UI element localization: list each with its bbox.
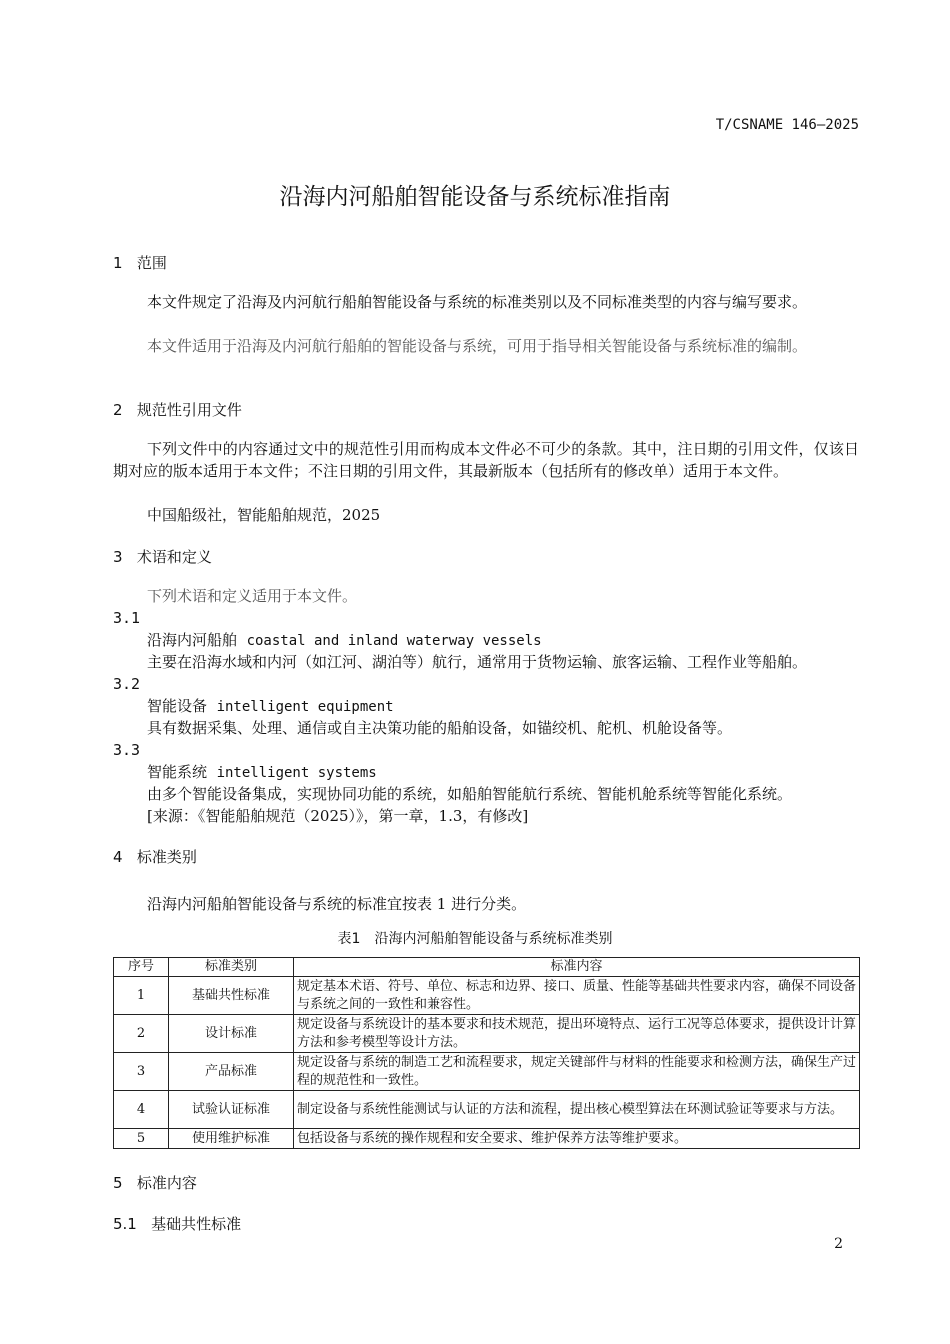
section-1-heading	[113, 252, 167, 273]
table-row	[114, 1091, 860, 1129]
cell-seq: 5	[114, 1129, 169, 1149]
section-title: 规范性引用文件	[136, 401, 242, 419]
scope-paragraph-2: 本文件适用于沿海及内河航行船舶的智能设备与系统，可用于指导相关智能设备与系统标准的编制。	[147, 337, 808, 355]
section-5-heading	[113, 1172, 197, 1193]
term-entry	[147, 761, 377, 784]
term-definition: 具有数据采集、处理、通信或自主决策功能的船舶设备，如锚绞机、舵机、机舱设备等。	[147, 719, 733, 737]
term-zh: 智能设备	[147, 697, 208, 715]
table-row	[114, 1053, 860, 1091]
section-title: 标准内容	[136, 1174, 197, 1192]
section-3-heading	[113, 546, 212, 567]
term-number: 3.2	[113, 675, 141, 693]
term-zh: 智能系统	[147, 763, 208, 781]
cell-content: 规定设备与系统的制造工艺和流程要求，规定关键部件与材料的性能要求和检测方法，确保生产过程的规范性和一致性。	[294, 1053, 860, 1091]
references-paragraph-2: 中国船级社，智能船舶规范，2025	[147, 506, 381, 524]
term-source: [来源：《智能船舶规范（2025）》，第一章，1.3，有修改]	[147, 807, 529, 825]
cell-seq: 4	[114, 1091, 169, 1129]
section-number: 1	[113, 254, 123, 272]
cell-category: 基础共性标准	[169, 977, 294, 1015]
cell-category: 使用维护标准	[169, 1129, 294, 1149]
section-5-1-heading	[113, 1213, 241, 1234]
cell-content: 包括设备与系统的操作规程和安全要求、维护保养方法等维护要求。	[294, 1129, 860, 1149]
document-number: T/CSNAME 146—2025	[715, 117, 859, 133]
standards-category-table	[113, 957, 860, 1149]
cell-content: 规定设备与系统设计的基本要求和技术规范，提出环境特点、运行工况等总体要求，提供设计计算方法和参考模型等设计方法。	[294, 1015, 860, 1053]
term-number: 3.3	[113, 741, 141, 759]
section-title: 范围	[136, 254, 167, 272]
table-row	[114, 977, 860, 1015]
scope-paragraph-1: 本文件规定了沿海及内河航行船舶智能设备与系统的标准类别以及不同标准类型的内容与编写要求。	[147, 293, 808, 311]
section-number: 3	[113, 548, 123, 566]
term-definition: 主要在沿海水域和内河（如江河、湖泊等）航行，通常用于货物运输、旅客运输、工程作业等船舶。	[147, 653, 808, 671]
section-number: 4	[113, 848, 123, 866]
section-title: 基础共性标准	[151, 1215, 242, 1233]
section-number: 5.1	[113, 1215, 137, 1233]
table-row	[114, 1129, 860, 1149]
page-number: 2	[834, 1236, 843, 1252]
column-header-content: 标准内容	[294, 958, 860, 977]
table-header-row	[114, 958, 860, 977]
term-definition: 由多个智能设备集成，实现协同功能的系统，如船舶智能航行系统、智能机舱系统等智能化系统。	[147, 785, 793, 803]
terms-intro: 下列术语和定义适用于本文件。	[147, 587, 358, 605]
table-caption: 表1 沿海内河船舶智能设备与系统标准类别	[337, 931, 613, 947]
term-en: intelligent equipment	[216, 699, 394, 715]
term-number: 3.1	[113, 609, 141, 627]
section-number: 2	[113, 401, 123, 419]
cell-content: 制定设备与系统性能测试与认证的方法和流程，提出核心模型算法在环测试验证等要求与方法。	[294, 1091, 860, 1129]
cell-category: 试验认证标准	[169, 1091, 294, 1129]
cell-content: 规定基本术语、符号、单位、标志和边界、接口、质量、性能等基础共性要求内容，确保不同设备与系统之间的一致性和兼容性。	[294, 977, 860, 1015]
column-header-seq: 序号	[114, 958, 169, 977]
cell-category: 设计标准	[169, 1015, 294, 1053]
term-entry	[147, 629, 542, 652]
cell-category: 产品标准	[169, 1053, 294, 1091]
classification-paragraph: 沿海内河船舶智能设备与系统的标准宜按表 1 进行分类。	[147, 895, 527, 913]
term-entry	[147, 695, 394, 718]
table-row	[114, 1015, 860, 1053]
cell-seq: 3	[114, 1053, 169, 1091]
document-title: 沿海内河船舶智能设备与系统标准指南	[279, 184, 671, 210]
term-zh: 沿海内河船舶	[147, 631, 238, 649]
column-header-category: 标准类别	[169, 958, 294, 977]
section-4-heading	[113, 846, 197, 867]
term-en: coastal and inland waterway vessels	[246, 633, 542, 649]
references-paragraph-1: 下列文件中的内容通过文中的规范性引用而构成本文件必不可少的条款。其中，注日期的引用文件，仅该日期对应的版本适用于本文件；不注日期的引用文件，其最新版本（包括所有的修改单）适用于本文件。	[113, 440, 859, 480]
section-2-heading	[113, 399, 242, 420]
section-title: 标准类别	[136, 848, 197, 866]
cell-seq: 1	[114, 977, 169, 1015]
section-number: 5	[113, 1174, 123, 1192]
cell-seq: 2	[114, 1015, 169, 1053]
term-en: intelligent systems	[216, 765, 377, 781]
section-title: 术语和定义	[136, 548, 212, 566]
